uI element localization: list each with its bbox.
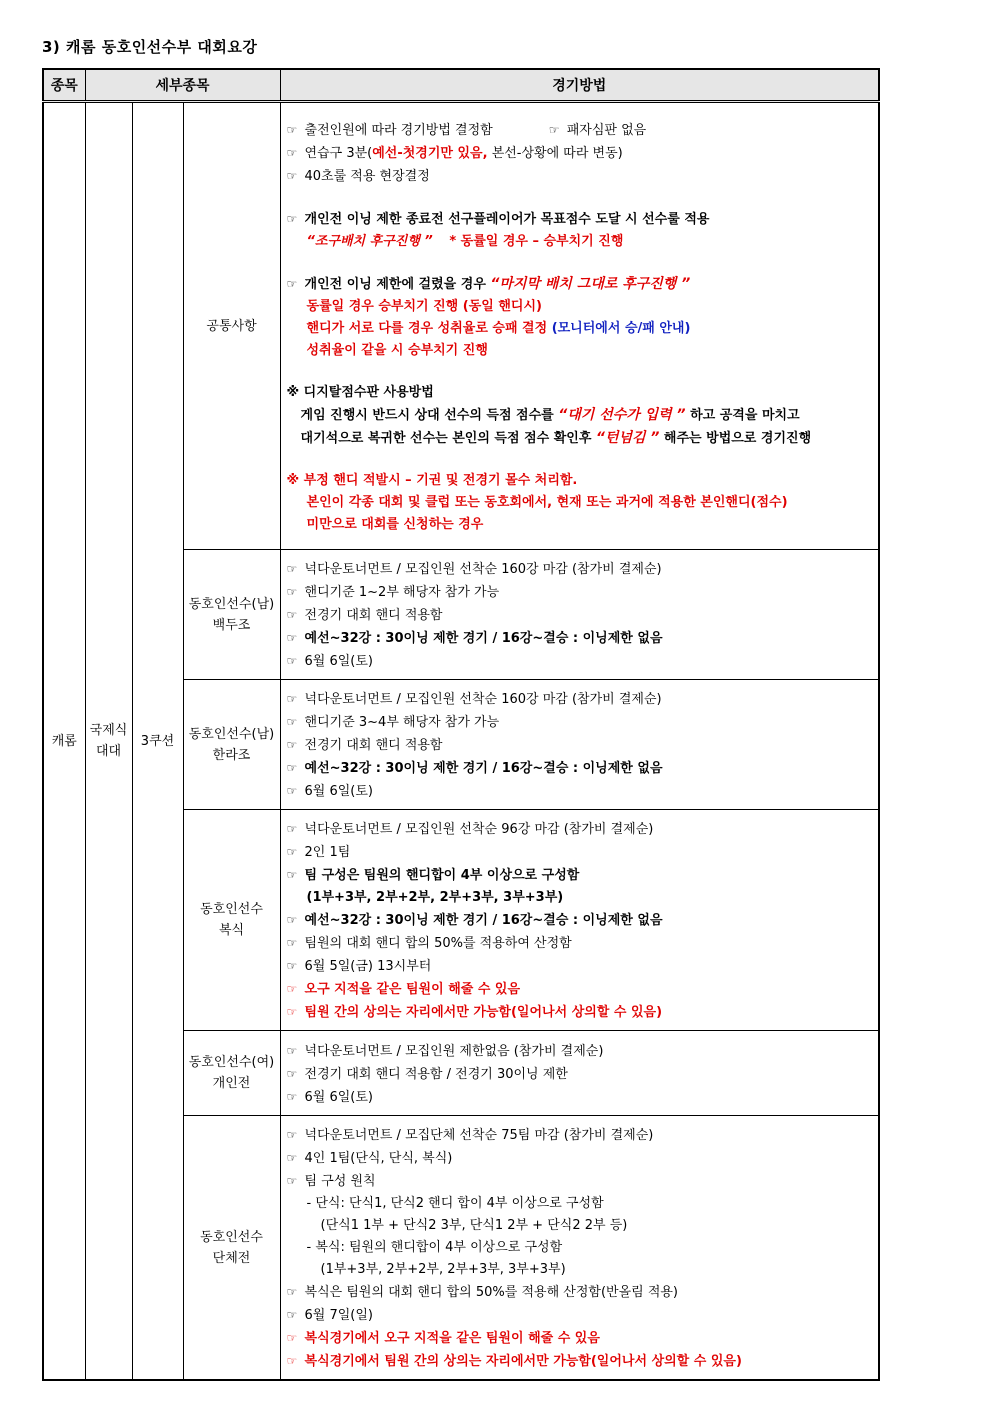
pointing-hand-icon: ☞ bbox=[286, 715, 298, 729]
pointing-hand-icon: ☞ bbox=[286, 631, 298, 645]
list-item: ☞ 6월 7일(일) bbox=[287, 1304, 872, 1327]
pointing-hand-icon: ☞ bbox=[286, 913, 298, 927]
pointing-hand-icon: ☞ bbox=[286, 276, 298, 291]
list-item: ☞ 40초룰 적용 현장결정 bbox=[287, 165, 872, 188]
list-item: ☞ 2인 1팀 bbox=[287, 841, 872, 864]
pointing-hand-icon: ☞ bbox=[286, 1354, 298, 1368]
content-common bbox=[280, 102, 879, 550]
list-item: ☞ 오구 지적을 같은 팀원이 해줄 수 있음 bbox=[287, 978, 872, 1001]
international-label: 국제식 대대 bbox=[89, 723, 128, 759]
list-item: ☞ 넉다운토너먼트 / 모집인원 제한없음 (참가비 결제순) bbox=[287, 1040, 872, 1063]
pointing-hand-icon: ☞ bbox=[286, 1128, 298, 1142]
list-item: ※ 부정 핸디 적발시 – 기권 및 전경기 몰수 처리함. bbox=[286, 472, 578, 488]
list-item: (1부+3부, 2부+2부, 2부+3부, 3부+3부) bbox=[306, 890, 564, 905]
list-item: ☞ 예선~32강 : 30이닝 제한 경기 / 16강~결승 : 이닝제한 없음 bbox=[287, 627, 872, 650]
list-item: ☞ 연습구 3분(예선-첫경기만 있음, 본선-상황에 따라 변동) bbox=[287, 142, 872, 165]
label-halla: 동호인선수(남) 한라조 bbox=[183, 680, 280, 810]
list-item: ☞ 전경기 대회 핸디 적용함 / 전경기 30이닝 제한 bbox=[287, 1063, 872, 1086]
list-item: ☞ 넉다운토너먼트 / 모집인원 선착순 160강 마감 (참가비 결제순) bbox=[287, 688, 872, 711]
list-item: ☞ 6월 6일(토) bbox=[287, 780, 872, 803]
list-item: ☞ 넉다운토너먼트 / 모집인원 선착순 160강 마감 (참가비 결제순) bbox=[287, 558, 872, 581]
list-item: (1부+3부, 2부+2부, 2부+3부, 3부+3부) bbox=[320, 1262, 566, 1277]
list-item: 핸디가 서로 다를 경우 성취율로 승패 결정 (모니터에서 승/패 안내) bbox=[306, 320, 691, 336]
pointing-hand-icon: ☞ bbox=[286, 654, 298, 668]
pointing-hand-icon: ☞ bbox=[286, 822, 298, 836]
list-item: ☞ 개인전 이닝 제한 종료전 선구플레이어가 목표점수 도달 시 선수룰 적용 bbox=[287, 208, 872, 231]
cell-3cushion: 3쿠션 bbox=[132, 102, 183, 1381]
pointing-hand-icon: ☞ bbox=[286, 692, 298, 706]
list-item: ☞ 핸디기준 1~2부 해당자 참가 가능 bbox=[287, 581, 872, 604]
list-item: ☞ 개인전 이닝 제한에 걸렸을 경우 “마지막 배치 그대로 후구진행 ” bbox=[287, 273, 872, 296]
pointing-hand-icon: ☞ bbox=[286, 562, 298, 576]
pointing-hand-icon: ☞ bbox=[286, 959, 298, 973]
list-item: - 단식: 단식1, 단식2 핸디 합이 4부 이상으로 구성함 bbox=[306, 1196, 604, 1211]
pointing-hand-icon: ☞ bbox=[286, 1331, 298, 1345]
list-item: ☞ 복식경기에서 팀원 간의 상의는 자리에서만 가능함(일어나서 상의할 수 있음) bbox=[287, 1350, 872, 1373]
content-doubles bbox=[280, 810, 879, 1031]
rules-table bbox=[42, 68, 880, 1381]
list-item: ☞ 복식경기에서 오구 지적을 같은 팀원이 해줄 수 있음 bbox=[287, 1327, 872, 1350]
list-item: ☞ 넉다운토너먼트 / 모집인원 선착순 96강 마감 (참가비 결제순) bbox=[287, 818, 872, 841]
list-item: 대기석으로 복귀한 선수는 본인의 득점 점수 확인후 “턴넘김 ” 해주는 방법으로 경기진행 bbox=[300, 429, 812, 446]
list-item: 본인이 각종 대회 및 클럽 또는 동호회에서, 현재 또는 과거에 적용한 본인핸디(점수) bbox=[306, 494, 788, 510]
pointing-hand-icon: ☞ bbox=[286, 211, 298, 226]
pointing-hand-icon: ☞ bbox=[286, 738, 298, 752]
pointing-hand-icon: ☞ bbox=[286, 122, 298, 137]
content-baekdu bbox=[280, 550, 879, 680]
header-method: 경기방법 bbox=[280, 69, 879, 102]
pointing-hand-icon: ☞ bbox=[548, 122, 560, 137]
list-item: ☞ 전경기 대회 핸디 적용함 bbox=[287, 734, 872, 757]
list-item: ☞ 출전인원에 따라 경기방법 결정함 ☞ 패자심판 없음 bbox=[287, 119, 872, 142]
list-item: ☞ 팀원 간의 상의는 자리에서만 가능함(일어나서 상의할 수 있음) bbox=[287, 1001, 872, 1024]
list-item: ☞ 넉다운토너먼트 / 모집단체 선착순 75팀 마감 (참가비 결제순) bbox=[287, 1124, 872, 1147]
list-item: ☞ 6월 6일(토) bbox=[287, 1086, 872, 1109]
header-row bbox=[43, 69, 879, 102]
list-item: ☞ 핸디기준 3~4부 해당자 참가 가능 bbox=[287, 711, 872, 734]
list-item: ※ 디지탈점수판 사용방법 bbox=[286, 384, 434, 400]
list-item: ☞ 예선~32강 : 30이닝 제한 경기 / 16강~결승 : 이닝제한 없음 bbox=[287, 757, 872, 780]
list-item: ☞ 팀원의 대회 핸디 합의 50%를 적용하여 산정함 bbox=[287, 932, 872, 955]
list-item: - 복식: 팀원의 핸디합이 4부 이상으로 구성함 bbox=[306, 1240, 563, 1255]
list-item: ☞ 전경기 대회 핸디 적용함 bbox=[287, 604, 872, 627]
list-item: “조구배치 후구진행 ” * 동률일 경우 – 승부치기 진행 bbox=[306, 233, 624, 249]
pointing-hand-icon: ☞ bbox=[286, 936, 298, 950]
list-item: 미만으로 대회를 신청하는 경우 bbox=[306, 516, 484, 532]
list-item: ☞ 4인 1팀(단식, 단식, 복식) bbox=[287, 1147, 872, 1170]
pointing-hand-icon: ☞ bbox=[286, 168, 298, 183]
content-women bbox=[280, 1031, 879, 1116]
cell-carom: 캐롬 bbox=[43, 102, 85, 1381]
pointing-hand-icon: ☞ bbox=[286, 845, 298, 859]
pointing-hand-icon: ☞ bbox=[286, 585, 298, 599]
label-doubles: 동호인선수 복식 bbox=[183, 810, 280, 1031]
list-item: ☞ 예선~32강 : 30이닝 제한 경기 / 16강~결승 : 이닝제한 없음 bbox=[287, 909, 872, 932]
list-item: 게임 진행시 반드시 상대 선수의 득점 점수를 “대기 선수가 입력 ” 하고 공격을 마치고 bbox=[300, 406, 800, 423]
pointing-hand-icon: ☞ bbox=[286, 1005, 298, 1019]
pointing-hand-icon: ☞ bbox=[286, 1285, 298, 1299]
header-sebu: 세부종목 bbox=[85, 69, 280, 102]
page-title: 3) 캐롬 동호인선수부 대회요강 bbox=[42, 38, 258, 56]
pointing-hand-icon: ☞ bbox=[286, 1151, 298, 1165]
list-item: ☞ 6월 5일(금) 13시부터 bbox=[287, 955, 872, 978]
list-item: 동률일 경우 승부치기 진행 (동일 핸디시) bbox=[306, 298, 542, 314]
pointing-hand-icon: ☞ bbox=[286, 1066, 298, 1081]
pointing-hand-icon: ☞ bbox=[286, 1174, 298, 1188]
label-team: 동호인선수 단체전 bbox=[183, 1116, 280, 1381]
pointing-hand-icon: ☞ bbox=[286, 1043, 298, 1058]
list-item: 성취율이 같을 시 승부치기 진행 bbox=[306, 342, 488, 358]
content-halla bbox=[280, 680, 879, 810]
list-item: (단식1 1부 + 단식2 3부, 단식1 2부 + 단식2 2부 등) bbox=[320, 1218, 628, 1233]
pointing-hand-icon: ☞ bbox=[286, 1308, 298, 1322]
list-item: ☞ 복식은 팀원의 대회 핸디 합의 50%를 적용해 산정함(반올림 적용) bbox=[287, 1281, 872, 1304]
list-item: ☞ 6월 6일(토) bbox=[287, 650, 872, 673]
cell-international bbox=[85, 102, 132, 1381]
pointing-hand-icon: ☞ bbox=[286, 761, 298, 775]
label-women: 동호인선수(여) 개인전 bbox=[183, 1031, 280, 1116]
label-common: 공통사항 bbox=[183, 102, 280, 550]
pointing-hand-icon: ☞ bbox=[286, 145, 298, 160]
list-item: ☞ 팀 구성은 팀원의 핸디합이 4부 이상으로 구성함 bbox=[287, 864, 872, 887]
row-common bbox=[43, 102, 879, 550]
content-team bbox=[280, 1116, 879, 1381]
pointing-hand-icon: ☞ bbox=[286, 608, 298, 622]
label-baekdu: 동호인선수(남) 백두조 bbox=[183, 550, 280, 680]
pointing-hand-icon: ☞ bbox=[286, 868, 298, 882]
pointing-hand-icon: ☞ bbox=[286, 1089, 298, 1104]
pointing-hand-icon: ☞ bbox=[286, 784, 298, 798]
pointing-hand-icon: ☞ bbox=[286, 982, 298, 996]
list-item: ☞ 팀 구성 원칙 bbox=[287, 1170, 872, 1193]
header-jongmok: 종목 bbox=[43, 69, 85, 102]
